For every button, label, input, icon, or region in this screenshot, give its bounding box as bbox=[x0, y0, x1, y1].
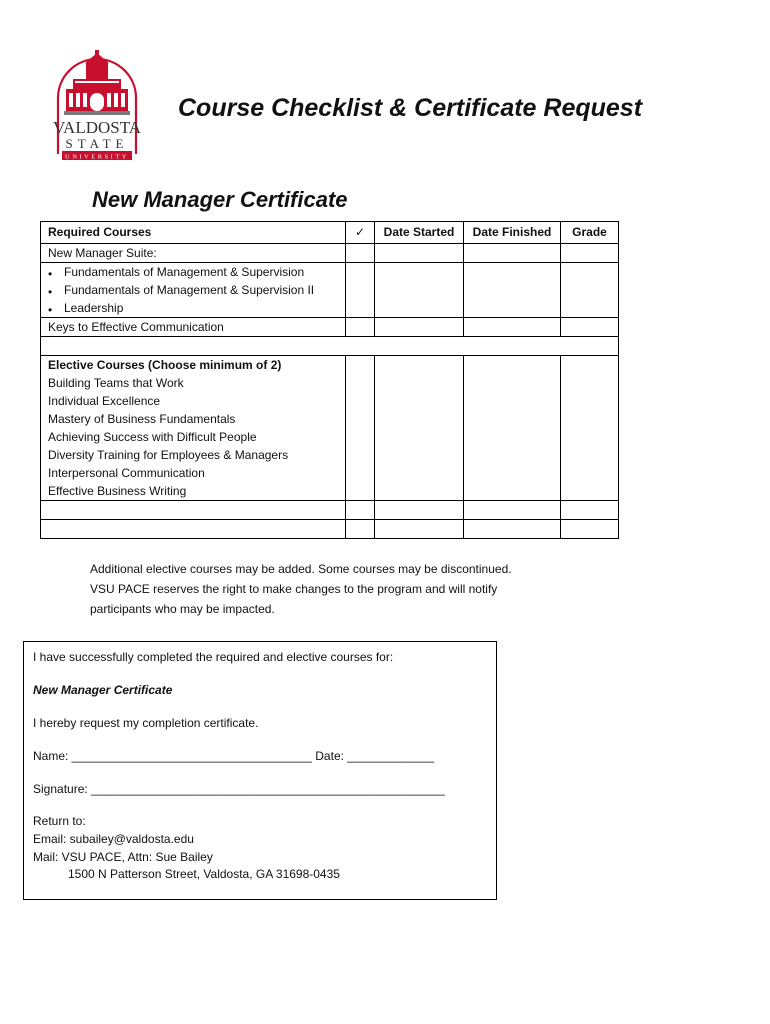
table-row bbox=[41, 428, 619, 446]
elective-course: Interpersonal Communication bbox=[41, 464, 346, 482]
elective-course: Building Teams that Work bbox=[41, 374, 346, 392]
blank-course-cell[interactable] bbox=[41, 501, 346, 520]
blank-course-cell[interactable] bbox=[41, 520, 346, 539]
date-started-cell[interactable] bbox=[375, 374, 464, 392]
date-finished-cell[interactable] bbox=[464, 501, 561, 520]
note-line: participants who may be impacted. bbox=[90, 602, 275, 616]
table-row bbox=[41, 299, 619, 318]
note-line: Additional elective courses may be added. Some courses may be discontinued. bbox=[90, 562, 512, 576]
date-finished-cell[interactable] bbox=[464, 281, 561, 299]
check-cell[interactable] bbox=[346, 410, 375, 428]
page-title: Course Checklist & Certificate Request bbox=[178, 94, 643, 122]
elective-course: Individual Excellence bbox=[41, 392, 346, 410]
check-cell[interactable] bbox=[346, 428, 375, 446]
check-cell[interactable] bbox=[346, 299, 375, 318]
date-started-cell[interactable] bbox=[375, 501, 464, 520]
date-started-cell[interactable] bbox=[375, 428, 464, 446]
suite-item: • Fundamentals of Management & Supervision II bbox=[48, 283, 314, 297]
grade-cell[interactable] bbox=[561, 318, 619, 337]
logo-university-text: UNIVERSITY bbox=[65, 153, 129, 161]
check-cell[interactable] bbox=[346, 374, 375, 392]
date-started-cell[interactable] bbox=[375, 318, 464, 337]
check-cell[interactable] bbox=[346, 244, 375, 263]
grade-cell[interactable] bbox=[561, 464, 619, 482]
blank-row bbox=[41, 520, 619, 539]
grade-cell[interactable] bbox=[561, 392, 619, 410]
checkmark-icon: ✓ bbox=[346, 222, 375, 244]
mail-line: Mail: VSU PACE, Attn: Sue Bailey bbox=[33, 850, 213, 864]
date-finished-cell[interactable] bbox=[464, 318, 561, 337]
date-started-cell[interactable] bbox=[375, 464, 464, 482]
table-row bbox=[41, 392, 619, 410]
suite-item: • Fundamentals of Management & Supervision bbox=[48, 265, 304, 279]
spacer-row bbox=[41, 337, 619, 356]
check-cell[interactable] bbox=[346, 392, 375, 410]
certificate-name: New Manager Certificate bbox=[33, 683, 173, 697]
certificate-subtitle: New Manager Certificate bbox=[92, 187, 348, 212]
table-header-row bbox=[41, 222, 619, 244]
keys-course: Keys to Effective Communication bbox=[41, 318, 346, 337]
name-date-field[interactable]: Name: ____________________________________ Date: _____________ bbox=[33, 749, 435, 763]
email-line: Email: subailey@valdosta.edu bbox=[33, 832, 194, 846]
grade-cell[interactable] bbox=[561, 501, 619, 520]
grade-cell[interactable] bbox=[561, 281, 619, 299]
signature-field[interactable]: Signature: _____________________________________________________ bbox=[33, 782, 445, 796]
grade-cell[interactable] bbox=[561, 299, 619, 318]
date-finished-cell[interactable] bbox=[464, 244, 561, 263]
date-started-cell[interactable] bbox=[375, 482, 464, 501]
completed-statement: I have successfully completed the required and elective courses for: bbox=[33, 650, 394, 664]
table-row bbox=[41, 356, 619, 375]
suite-label: New Manager Suite: bbox=[41, 244, 346, 263]
table-row bbox=[41, 464, 619, 482]
suite-item: • Leadership bbox=[48, 301, 123, 315]
date-started-cell[interactable] bbox=[375, 299, 464, 318]
date-started-cell[interactable] bbox=[375, 263, 464, 282]
header-required-courses: Required Courses bbox=[41, 222, 346, 244]
elective-course: Mastery of Business Fundamentals bbox=[41, 410, 346, 428]
date-finished-cell[interactable] bbox=[464, 520, 561, 539]
date-finished-cell[interactable] bbox=[464, 428, 561, 446]
date-finished-cell[interactable] bbox=[464, 374, 561, 392]
check-cell[interactable] bbox=[346, 281, 375, 299]
date-finished-cell[interactable] bbox=[464, 299, 561, 318]
blank-row bbox=[41, 501, 619, 520]
logo-name-text: VALDOSTA bbox=[52, 118, 142, 137]
date-finished-cell[interactable] bbox=[464, 410, 561, 428]
table-row bbox=[41, 318, 619, 337]
table-row bbox=[41, 410, 619, 428]
date-started-cell[interactable] bbox=[375, 446, 464, 464]
table-row bbox=[41, 281, 619, 299]
header-grade: Grade bbox=[561, 222, 619, 244]
elective-course: Diversity Training for Employees & Managers bbox=[41, 446, 346, 464]
check-cell[interactable] bbox=[346, 482, 375, 501]
certificate-request-box bbox=[23, 641, 497, 900]
request-statement: I hereby request my completion certificate. bbox=[33, 716, 259, 730]
date-started-cell[interactable] bbox=[375, 520, 464, 539]
grade-cell[interactable] bbox=[561, 428, 619, 446]
note-line: VSU PACE reserves the right to make changes to the program and will notify bbox=[90, 582, 498, 596]
course-checklist-table bbox=[40, 221, 619, 539]
grade-cell[interactable] bbox=[561, 263, 619, 282]
date-finished-cell[interactable] bbox=[464, 464, 561, 482]
elective-course: Effective Business Writing bbox=[41, 482, 346, 501]
check-cell[interactable] bbox=[346, 318, 375, 337]
elective-course: Achieving Success with Difficult People bbox=[41, 428, 346, 446]
grade-cell[interactable] bbox=[561, 244, 619, 263]
address-line: 1500 N Patterson Street, Valdosta, GA 31698-0435 bbox=[68, 867, 340, 881]
date-started-cell[interactable] bbox=[375, 392, 464, 410]
elective-header: Elective Courses (Choose minimum of 2) bbox=[41, 356, 346, 375]
check-cell[interactable] bbox=[346, 501, 375, 520]
grade-cell[interactable] bbox=[561, 482, 619, 501]
grade-cell[interactable] bbox=[561, 520, 619, 539]
date-finished-cell[interactable] bbox=[464, 392, 561, 410]
check-cell[interactable] bbox=[346, 263, 375, 282]
date-started-cell[interactable] bbox=[375, 281, 464, 299]
check-cell[interactable] bbox=[346, 464, 375, 482]
grade-cell[interactable] bbox=[561, 410, 619, 428]
logo-state-text: STATE bbox=[65, 136, 129, 151]
program-notes bbox=[90, 559, 560, 619]
date-finished-cell[interactable] bbox=[464, 446, 561, 464]
table-row bbox=[41, 263, 619, 282]
date-finished-cell[interactable] bbox=[464, 482, 561, 501]
check-cell[interactable] bbox=[346, 446, 375, 464]
header-date-started: Date Started bbox=[375, 222, 464, 244]
check-cell[interactable] bbox=[346, 520, 375, 539]
date-started-cell[interactable] bbox=[375, 244, 464, 263]
grade-cell[interactable] bbox=[561, 374, 619, 392]
header-date-finished: Date Finished bbox=[464, 222, 561, 244]
table-row bbox=[41, 482, 619, 501]
table-row bbox=[41, 244, 619, 263]
table-row bbox=[41, 446, 619, 464]
grade-cell[interactable] bbox=[561, 446, 619, 464]
date-finished-cell[interactable] bbox=[464, 263, 561, 282]
valdosta-state-logo bbox=[38, 50, 156, 162]
date-started-cell[interactable] bbox=[375, 410, 464, 428]
table-row bbox=[41, 374, 619, 392]
return-to-label: Return to: bbox=[33, 814, 86, 828]
